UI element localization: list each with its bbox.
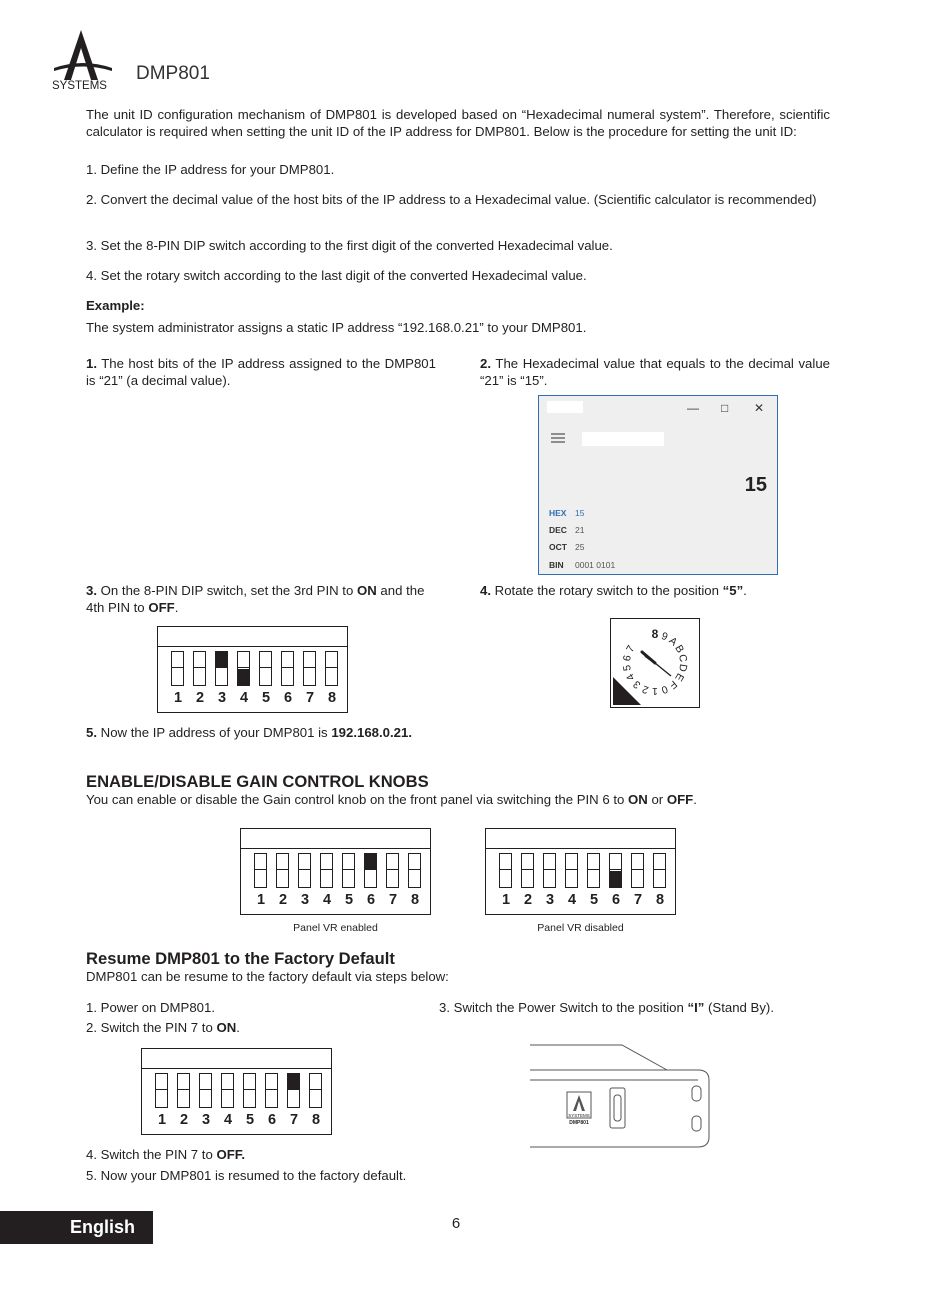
rotary-label-B: B — [672, 642, 687, 656]
hex-value: 15 — [575, 508, 585, 518]
brand-logo — [50, 28, 116, 94]
bin-value: 0001 0101 — [575, 560, 616, 570]
dip-label: 2 — [523, 892, 533, 908]
dip-label: 3 — [545, 892, 555, 908]
rotary-label-1: 1 — [652, 685, 658, 697]
dip-pin-2 — [521, 853, 534, 888]
dip-label: 7 — [388, 892, 398, 908]
rotary-switch — [610, 618, 700, 708]
dip-label: 7 — [305, 690, 315, 706]
rotary-label-8: 8 — [651, 627, 659, 641]
dip-label: 3 — [217, 690, 227, 706]
factory-text: DMP801 can be resume to the factory default via steps below: — [86, 969, 449, 984]
hamburger-icon[interactable] — [551, 433, 565, 443]
dip-label: 4 — [223, 1112, 233, 1128]
dip-pin-4 — [565, 853, 578, 888]
rotary-label-3: 3 — [630, 677, 644, 691]
brand-name: SYSTEMS — [52, 80, 107, 92]
rotary-label-4: 4 — [624, 671, 638, 683]
intro-paragraph: The unit ID configuration mechanism of DMP801 is developed based on “Hexadecimal numeral system”. Therefore, scientific calculator is required when setting the unit ID of the IP address for DMP801. Below is the procedure for setting the unit ID: — [86, 107, 830, 139]
rotary-label-D: D — [676, 663, 690, 673]
dip-pin-6 — [265, 1073, 278, 1108]
oct-label[interactable]: OCT — [549, 542, 567, 552]
calculator-window — [538, 395, 778, 575]
example-step-1: 1. The host bits of the IP address assigned to the DMP801 is “21” (a decimal value). — [86, 356, 436, 388]
dip-label: 7 — [633, 892, 643, 908]
dip-label: 4 — [322, 892, 332, 908]
dip-pin-2 — [177, 1073, 190, 1108]
dip-pin-3 — [543, 853, 556, 888]
dip-pin-8 — [325, 651, 338, 686]
rotary-label-F: F — [666, 677, 680, 692]
dip-label: 1 — [173, 690, 183, 706]
dip-pin-6 — [609, 853, 622, 888]
dip-label: 5 — [344, 892, 354, 908]
dip-pin-3 — [215, 651, 228, 686]
rotary-label-7: 7 — [624, 643, 638, 655]
step-3: 3. Set the 8-PIN DIP switch according to the first digit of the converted Hexadecimal value. — [86, 238, 613, 253]
dip-pin-7 — [303, 651, 316, 686]
dip-pin-3 — [298, 853, 311, 888]
dip-switch-factory — [141, 1048, 332, 1135]
oct-value: 25 — [575, 542, 585, 552]
rotary-label-E: E — [672, 670, 687, 684]
dip-label: 6 — [267, 1112, 277, 1128]
dip-label: 5 — [245, 1112, 255, 1128]
calculator-display: 15 — [744, 474, 767, 496]
device-front-panel — [530, 1040, 715, 1152]
example-heading: Example: — [86, 298, 145, 313]
calculator-title-mask — [547, 401, 583, 413]
rotary-label-6: 6 — [620, 654, 634, 663]
dip-label: 4 — [567, 892, 577, 908]
document-title: DMP801 — [136, 63, 210, 84]
dip-label: 1 — [157, 1112, 167, 1128]
dip-label: 2 — [278, 892, 288, 908]
dip-label: 8 — [311, 1112, 321, 1128]
dip-label: 8 — [655, 892, 665, 908]
dip-switch-vr-enabled — [240, 828, 431, 915]
dip-pin-4 — [320, 853, 333, 888]
step-2: 2. Convert the decimal value of the host bits of the IP address to a Hexadecimal value. (Scientific calculator is recommended) — [86, 192, 817, 207]
rotary-label-9: 9 — [659, 630, 670, 644]
dip-label: 7 — [289, 1112, 299, 1128]
example-step-4: 4. Rotate the rotary switch to the position “5”. — [480, 583, 747, 598]
bin-label[interactable]: BIN — [549, 560, 564, 570]
dip-pin-4 — [221, 1073, 234, 1108]
dip-pin-1 — [155, 1073, 168, 1108]
dip-label: 6 — [366, 892, 376, 908]
dip-label: 2 — [179, 1112, 189, 1128]
rotary-label-2: 2 — [640, 682, 651, 696]
dip-label: 6 — [611, 892, 621, 908]
dip-label: 3 — [300, 892, 310, 908]
factory-step-5: 5. Now your DMP801 is resumed to the factory default. — [86, 1168, 407, 1183]
dip-pin-2 — [193, 651, 206, 686]
dip-pin-7 — [287, 1073, 300, 1108]
dip-label: 2 — [195, 690, 205, 706]
dip-pin-1 — [254, 853, 267, 888]
factory-step-2: 2. Switch the PIN 7 to ON. — [86, 1020, 240, 1035]
dec-value: 21 — [575, 525, 585, 535]
dip-pin-2 — [276, 853, 289, 888]
example-text: The system administrator assigns a static IP address “192.168.0.21” to your DMP801. — [86, 320, 587, 335]
dip-label: 6 — [283, 690, 293, 706]
dip-pin-5 — [587, 853, 600, 888]
factory-step-4: 4. Switch the PIN 7 to OFF. — [86, 1147, 246, 1162]
dip-pin-4 — [237, 651, 250, 686]
rotary-label-C: C — [676, 653, 690, 663]
dip-pin-8 — [408, 853, 421, 888]
example-step-2: 2. The Hexadecimal value that equals to the decimal value “21” is “15”. — [480, 356, 830, 388]
hex-label[interactable]: HEX — [549, 508, 567, 518]
caption-vr-enabled: Panel VR enabled — [293, 922, 378, 934]
factory-step-3: 3. Switch the Power Switch to the position “I” (Stand By). — [439, 1000, 774, 1015]
factory-heading: Resume DMP801 to the Factory Default — [86, 949, 395, 968]
example-step-5: 5. Now the IP address of your DMP801 is 192.168.0.21. — [86, 725, 412, 740]
rotary-label-A: A — [666, 634, 680, 649]
dip-label: 5 — [589, 892, 599, 908]
dip-label: 1 — [256, 892, 266, 908]
minimize-button[interactable]: — — [687, 401, 699, 415]
dip-pin-6 — [281, 651, 294, 686]
dec-label[interactable]: DEC — [549, 525, 567, 535]
dip-label: 3 — [201, 1112, 211, 1128]
device-model-label: DMP801 — [569, 1120, 589, 1126]
step-4: 4. Set the rotary switch according to the last digit of the converted Hexadecimal value. — [86, 268, 587, 283]
dip-pin-7 — [386, 853, 399, 888]
dip-pin-5 — [243, 1073, 256, 1108]
example-step-3: 3. On the 8-PIN DIP switch, set the 3rd PIN to ON and the 4th PIN to OFF. — [86, 583, 425, 615]
dip-pin-7 — [631, 853, 644, 888]
rotary-pointer — [642, 652, 655, 663]
page-number: 6 — [451, 1215, 461, 1232]
language-tab: English — [0, 1211, 153, 1244]
rotary-label-0: 0 — [659, 682, 670, 696]
dip-switch-vr-disabled — [485, 828, 676, 915]
dip-label: 5 — [261, 690, 271, 706]
gain-heading: ENABLE/DISABLE GAIN CONTROL KNOBS — [86, 772, 429, 791]
dip-pin-5 — [259, 651, 272, 686]
device-brand-label: SYSTEMS — [568, 1113, 590, 1118]
dip-label: 4 — [239, 690, 249, 706]
dip-pin-1 — [499, 853, 512, 888]
step-1: 1. Define the IP address for your DMP801. — [86, 162, 335, 177]
dip-label: 8 — [327, 690, 337, 706]
maximize-button[interactable]: □ — [721, 401, 729, 415]
caption-vr-disabled: Panel VR disabled — [537, 922, 624, 934]
gain-text: You can enable or disable the Gain control knob on the front panel via switching the PIN 6 to ON or OFF. — [86, 792, 697, 807]
dip-pin-6 — [364, 853, 377, 888]
dip-pin-8 — [653, 853, 666, 888]
dip-label: 8 — [410, 892, 420, 908]
dip-switch-example — [157, 626, 348, 713]
close-button[interactable]: ✕ — [754, 401, 765, 415]
dip-pin-3 — [199, 1073, 212, 1108]
dip-pin-8 — [309, 1073, 322, 1108]
dip-pin-5 — [342, 853, 355, 888]
calculator-mode-mask — [582, 432, 664, 446]
factory-step-1: 1. Power on DMP801. — [86, 1000, 216, 1015]
rotary-label-5: 5 — [620, 663, 634, 672]
dip-pin-1 — [171, 651, 184, 686]
dip-label: 1 — [501, 892, 511, 908]
